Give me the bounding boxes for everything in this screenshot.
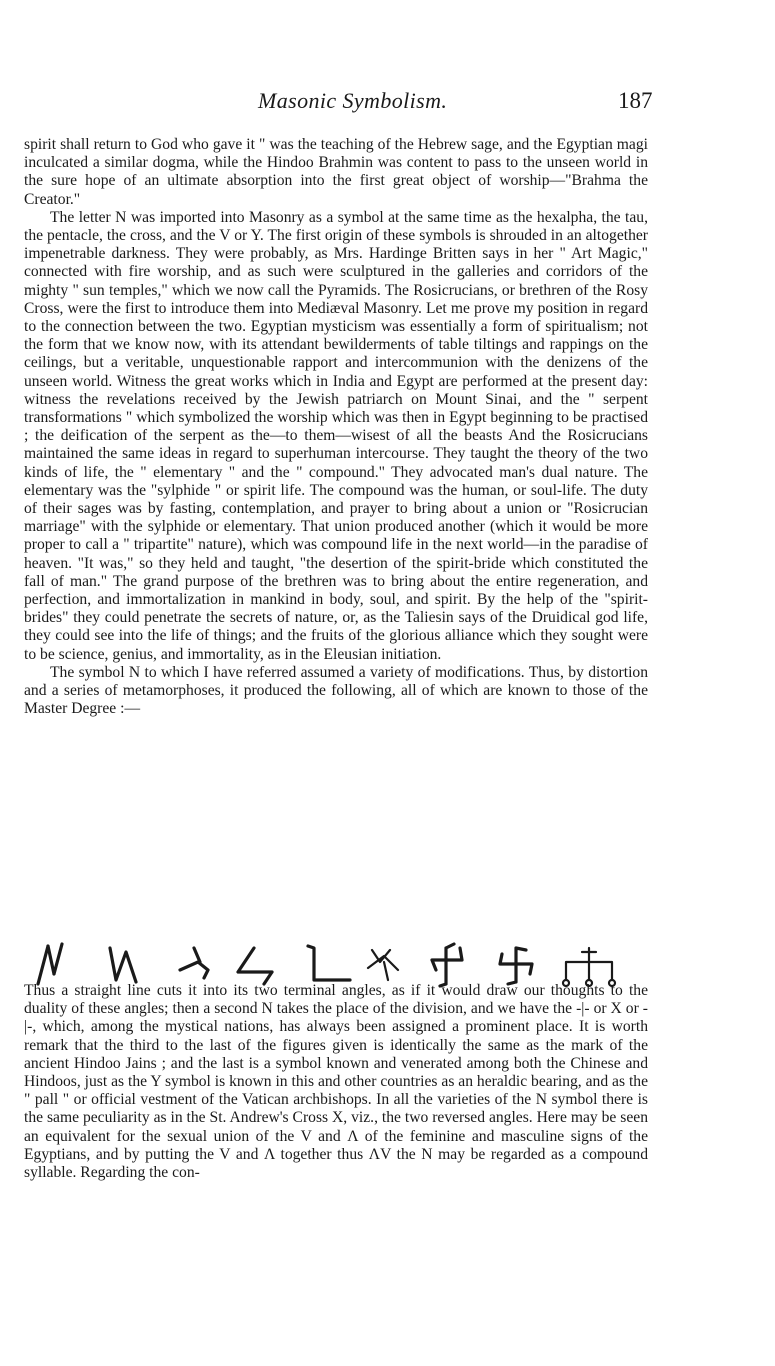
running-title: Masonic Symbolism. (258, 88, 448, 113)
symbol-figure-row (32, 940, 652, 988)
paragraph-2: The letter N was imported into Masonry as a symbol at the same time as the hexalpha, the tau, the pentacle, the cross, and the V or Y. The first origin of these symbols is shrouded in an altogether impenetrable darkness. They were probably, as Mrs. Hardinge Britten says in her " Art Magic," connected with fire worship, and as such were sculptured in the galleries and corridors of the mighty " sun temples," which we now call the Pyramids. The Rosicrucians, or brethren of the Rosy Cross, were the first to introduce them into Mediæval Masonry. Let me prove my position in regard to the connection between the two. Egyptian mysticism was essentially a form of spiritualism; not the form that we know now, with its attendant bewilderments of table tiltings and rappings on the ceilings, but a veritable, unquestionable rapport and intercommunion with the denizens of the unseen world. Witness the great works which in India and Egypt are performed at the present day: witness the revelations received by the Jewish patriarch on Mount Sinai, and the " serpent transformations " which symbolized the worship which was then in Egypt beginning to be practised ; the deification of the serpent as the—to them—wisest of all the beasts And the Rosicrucians maintained the same ideas in regard to superhuman intercourse. They taught the theory of the two kinds of life, the " elementary " and the " compound." They advocated man's dual nature. The elementary was the "sylphide " or spirit life. The compound was the human, or soul-life. The duty of their sages was by fasting, contemplation, and prayer to bring about a union or "Rosicrucian marriage" with the sylphide or elementary. That union produced another (which it would be more proper to call a " tripartite" nature), which was compound life in the next world—in the paradise of heaven. "It was," so they held and taught, "the desertion of the spirit-bride which constituted the fall of man." The grand purpose of the brethren was to bring about the entire regeneration, and perfection, and immortalization in mankind in body, soul, and spirit. By the help of the "spirit-brides" they could penetrate the secrets of nature, or, as the Taliesin says of the Druidical god life, they could see into the life of things; and the fruits of the glorious alliance which they sought were to be science, genius, and immortality, as in the Eleusian initiation. (24, 208, 648, 663)
paragraph-3: The symbol N to which I have referred assumed a variety of modifications. Thus, by distortion and a series of metamorphoses, it produced the following, all of which are known to those of the Master Degree :— (24, 663, 648, 718)
page-header (0, 88, 775, 118)
n-variant-6-icon (368, 950, 398, 980)
symbol-figure-svg (32, 940, 652, 988)
n-variant-2-icon (110, 948, 136, 982)
page-number: 187 (618, 88, 653, 113)
n-variant-1-icon (38, 944, 62, 984)
paragraph-4: Thus a straight line cuts it into its two terminal angles, as if it would draw our thoughts to the duality of these angles; then a second N takes the place of the division, and we have the -|- or X or -|-, which, among the mystical nations, has always been assigned a prominent place. It is worth remark that the third to the last of the figures given is identically the same as the mark of the ancient Hindoo Jains ; and the last is a symbol known and venerated among both the Chinese and Hindoos, just as the Y symbol is known in this and other countries as an heraldic bearing, and as the " pall " or official vestment of the Vatican archbishops. In all the varieties of the N symbol there is the same peculiarity as in the St. Andrew's Cross X, viz., the two reversed angles. Here may be seen an equivalent for the sexual union of the V and Λ of the feminine and masculine signs of the Egyptians, and by putting the V and Λ together thus ΛV the N may be regarded as a compound syllable. Regarding the con- (24, 982, 648, 1182)
body-text-upper (24, 136, 648, 719)
n-variant-3-icon (180, 948, 208, 978)
n-variant-8-icon (500, 948, 532, 984)
n-variant-5-icon (308, 946, 350, 980)
n-variant-7-icon (432, 944, 462, 986)
n-variant-4-icon (238, 948, 272, 984)
n-variant-9-icon (563, 948, 615, 986)
body-text-lower (24, 982, 648, 1182)
paragraph-1: spirit shall return to God who gave it " was the teaching of the Hebrew sage, and the Egyptian magi inculcated a similar dogma, while the Hindoo Brahmin was content to pass to the unseen world in the sure hope of an ultimate absorption into the first great object of worship—"Brahma the Creator." (24, 136, 648, 208)
